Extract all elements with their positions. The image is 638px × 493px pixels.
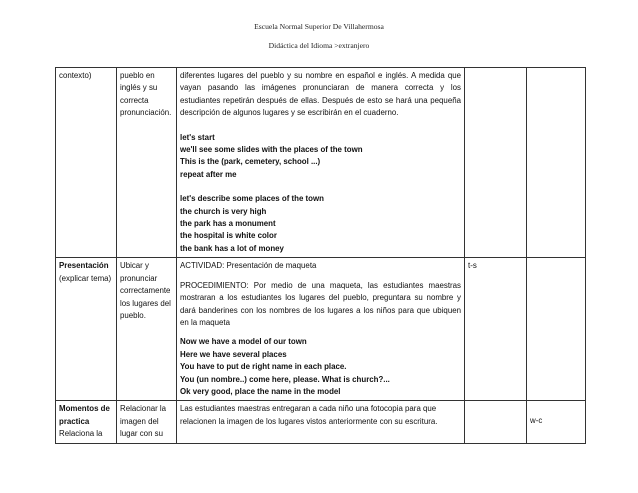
objective-text: Ubicar y pronunciar correctamente los lugares del pueblo. [120,261,171,320]
objective-cell [117,258,177,401]
stage-cell [56,401,117,444]
activity-title: ACTIVIDAD: Presentación de maqueta [180,261,317,271]
activity-text: Las estudiantes maestras entregaran a cada niño una fotocopia para que relacionen la imagen de los lugares vistos anteriormente con su escritura. [180,404,438,426]
activity-cell [177,401,465,444]
stage-subtitle: Relaciona la [59,429,103,439]
dialogue-line: the hospital is white color [180,231,277,241]
dialogue-line: let's describe some places of the town [180,194,324,204]
activity-paragraph: diferentes lugares del pueblo y su nombre en español e inglés. A medida que vayan pasando las imágenes pronunciaran de manera correcta y los estudiantes repetirán después de ellas. Después de esto se hará una pequeña descripción de algunos lugares y se escribirán en el cuaderno. [180,71,461,118]
dialogue-line: the bank has a lot of money [180,243,284,253]
interaction-cell [465,68,527,258]
dialogue-line: You have to put de right name in each place. [180,362,347,372]
objective-text: pueblo en inglés y su correcta pronunciación. [120,71,172,118]
stage-cell [56,258,117,401]
extra-cell [527,258,586,401]
interaction-cell [465,401,527,444]
dialogue-line: the park has a monument [180,219,276,229]
school-name: Escuela Normal Superior De Villahermosa [254,22,384,31]
activity-cell [177,68,465,258]
course-name: Didáctica del Idioma >extranjero [268,41,370,50]
interaction-cell: t-s [465,258,527,401]
procedure-text: PROCEDIMIENTO: Por medio de una maqueta, las estudiantes maestras mostraran a los estudiantes los lugares del pueblo, preguntara su nombre y dará banderines con los nombres de los lugares a los niños para que ubiquen en la maqueta [180,280,461,327]
table-row [56,258,586,401]
dialogue-line: let's start [180,132,215,142]
stage-cell [56,68,117,258]
dialogue-line: You (un nombre..) come here, please. What is church?... [180,374,390,384]
table-row [56,401,586,444]
dialogue-line: we'll see some slides with the places of the town [180,145,363,155]
objective-cell [117,68,177,258]
extra-cell [527,68,586,258]
stage-label: contexto) [59,71,92,80]
dialogue-line: Now we have a model of our town [180,337,307,347]
stage-title: Presentación [59,261,109,271]
lesson-plan-table [55,67,586,444]
extra-cell: w-c [527,401,586,444]
dialogue-line: the church is very high [180,206,267,216]
dialogue-line: Here we have several places [180,349,287,359]
dialogue-line: This is the (park, cemetery, school ...) [180,157,321,167]
table-row [56,68,586,258]
activity-cell [177,258,465,401]
objective-text: Relacionar la imagen del lugar con su [120,404,167,439]
objective-cell [117,401,177,444]
stage-subtitle: (explicar tema) [59,273,112,283]
dialogue-line: Ok very good, place the name in the model [180,386,341,396]
dialogue-line: repeat after me [180,169,237,179]
stage-title: Momentos de practica [59,404,110,426]
